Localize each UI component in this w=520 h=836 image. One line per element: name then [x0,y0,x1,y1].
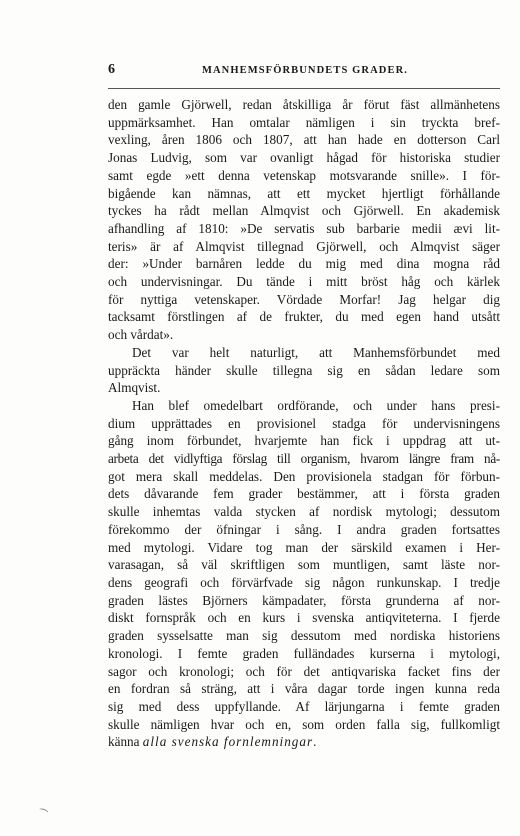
text-fragment: . [313,734,317,750]
text-line: för nyttiga vetenskaper. Vördade Morfar! Jag helgar dig [108,291,500,307]
text-line: uppräckta händer skulle tillegna sig en sådan ledare som [108,362,500,378]
text-line: got mera skall meddelas. Den provisionela stadgan för förbun- [108,468,500,484]
text-line: dens geografi och förvärfvade sig någon runkunskap. I tredje [108,574,500,590]
emphasized-text: alla svenska fornlemningar [142,734,314,750]
text-line: bigående kan nämnas, att ett mycket hjertligt förhållande [108,185,500,201]
paragraph-1 [108,96,500,344]
running-head: MANHEMSFÖRBUNDETS GRADER. [201,65,408,76]
text-line: graden sysselsatte man sig dessutom med nordiska historiens [108,628,500,644]
header-rule [108,88,500,89]
text-line: och undervisningar. Du tände i mitt bröst håg och kärlek [108,274,500,290]
page-number: 6 [108,62,116,77]
text-line: Han blef omedelbart ordförande, och under hans presi- [132,397,500,413]
text-line: uppmärksamhet. Han omtalar nämligen i sin tryckta bref- [108,114,500,130]
text-line: varasagan, så väl skriftligen som muntligen, samt läste nor- [108,557,500,573]
text-line: gång inom förbundet, hvarjemte han fick i uppdrag att ut- [108,433,500,449]
paragraph-3 [108,397,500,751]
text-fragment: känna [108,734,143,750]
text-line: vexling, åren 1806 och 1807, att han hade en dotterson Carl [108,132,500,148]
text-line [108,733,500,751]
paragraph-2 [108,344,500,397]
text-line: tacksamt förstlingen af de frukter, du med egen hand utsått [108,309,500,325]
text-line: afhandling af 1810: »De servatis sub barbarie medii ævi lit- [108,220,500,236]
text-line: sagor och kronologi; och för det antiqvariska facket fins der [108,663,500,679]
body-text [108,96,500,751]
text-line: och vårdat». [108,327,174,343]
text-line: dium upprättades en provisionel stadga för undervisningens [108,415,500,431]
stray-mark: ⁀ [36,808,48,823]
text-line: graden lästes Björners kämpadater, första grunderna af nor- [108,592,500,608]
text-line: kronologi. I femte graden fulländades kurserna i mytologi, [108,645,500,661]
text-line: en fordran så sträng, att i våra dagar torde ingen kunna reda [108,681,500,697]
text-line: arbeta det vidlyftiga förslag till organism, hvarom längre fram nå- [108,451,500,467]
text-line: teris» är af Almqvist tillegnad Gjörwell, och Almqvist säger [108,238,500,254]
text-line: tyckes ha rådt mellan Almqvist och Gjörwell. En akademisk [108,203,500,219]
text-line: sig med dess uppfyllande. Af lärjungarna i femte graden [108,698,500,714]
text-line: der: »Under barnåren ledde du mig med dina mogna råd [108,256,500,272]
text-line: Det var helt naturligt, att Manhemsförbundet med [132,344,500,360]
text-line: dets dåvarande fem grader bestämmer, att i första graden [108,486,500,502]
text-line: samt egde »ett denna vetenskap motsvarande snille». I för- [108,167,500,183]
text-line: diskt fornspråk och en kurs i svenska antiqviteterna. I fjerde [108,610,500,626]
text-line: Jonas Ludvig, som var ovanligt hågad för historiska studier [108,150,500,166]
text-line: skulle inhemtas valda stycken af nordisk mytologi; dessutom [108,504,500,520]
text-line: den gamle Gjörwell, redan åtskilliga år förut fäst allmänhetens [108,97,500,112]
text-line: skulle nämligen hvar och en, som orden falla sig, fullkomligt [108,716,500,732]
page-header [108,62,500,82]
text-line: med mytologi. Vidare tog man der särskild examen i Her- [108,539,500,555]
text-line: förekommo der öfningar i sång. I andra graden fortsattes [108,521,500,537]
text-line: Almqvist. [108,380,161,396]
